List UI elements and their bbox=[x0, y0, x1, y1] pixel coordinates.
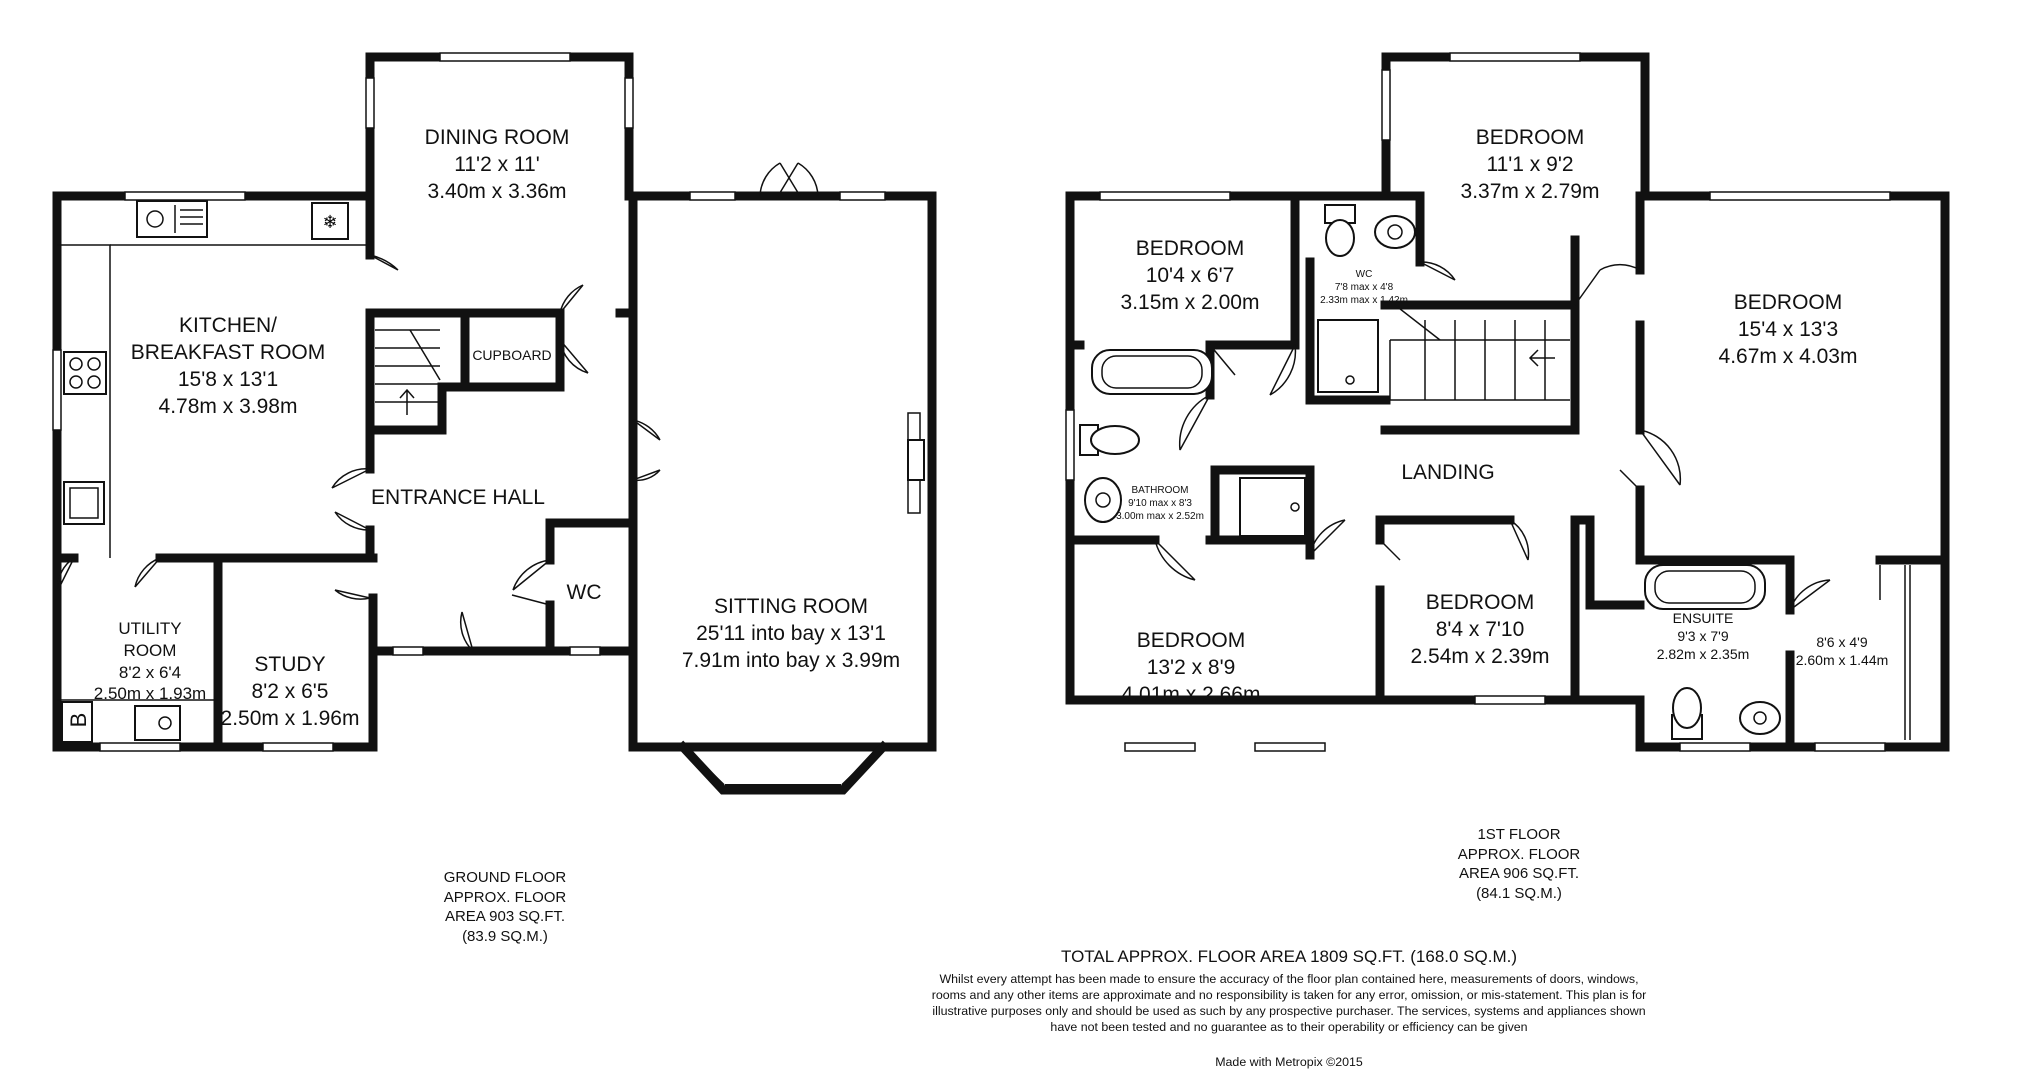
room-metric: 4.67m x 4.03m bbox=[1718, 344, 1858, 368]
room-label-kitchen bbox=[131, 313, 326, 421]
room-name: BEDROOM bbox=[1136, 629, 1246, 652]
room-label-bedroom-top bbox=[1461, 125, 1600, 206]
room-name: ENSUITE bbox=[1672, 610, 1734, 626]
room-metric: 2.50m x 1.93m bbox=[93, 684, 207, 704]
floor-area-line: AREA 906 SQ.FT. bbox=[1458, 865, 1580, 882]
floor-area-line: GROUND FLOOR bbox=[443, 869, 567, 886]
floor-area-line: APPROX. FLOOR bbox=[443, 888, 567, 906]
room-label-bedroom-lower-middle bbox=[1411, 590, 1550, 671]
room-label-dressing-area bbox=[1796, 634, 1889, 670]
room-dims: 8'2 x 6'4 bbox=[118, 662, 182, 682]
room-dims: 13'2 x 8'9 bbox=[1146, 655, 1236, 679]
room-name: ENTRANCE HALL bbox=[371, 486, 545, 509]
room-dims: 15'8 x 13'1 bbox=[177, 367, 279, 391]
room-dims: 15'4 x 13'3 bbox=[1737, 317, 1839, 341]
room-metric: 2.50m x 1.96m bbox=[220, 706, 360, 730]
svg-text:❄: ❄ bbox=[322, 212, 338, 233]
room-name: UTILITY bbox=[118, 619, 182, 638]
room-name: STUDY bbox=[254, 653, 326, 676]
room-name: SITTING ROOM bbox=[713, 595, 868, 618]
floor-area-line: 1ST FLOOR bbox=[1477, 826, 1561, 843]
floor-area-line: (83.9 SQ.M.) bbox=[462, 927, 548, 945]
room-metric: 2.54m x 2.39m bbox=[1410, 644, 1550, 668]
credit-text: Made with Metropix ©2015 bbox=[1215, 1055, 1363, 1069]
floor-area-line: (84.1 SQ.M.) bbox=[1476, 884, 1562, 902]
room-metric: 3.00m max x 2.52m bbox=[1116, 511, 1204, 522]
ground-floor-area-label bbox=[444, 868, 567, 946]
room-metric: 3.37m x 2.79m bbox=[1460, 179, 1600, 203]
room-name: BEDROOM bbox=[1135, 237, 1245, 260]
room-name: BEDROOM bbox=[1425, 591, 1535, 614]
room-name: BEDROOM bbox=[1475, 126, 1585, 149]
room-metric: 3.40m x 3.36m bbox=[427, 179, 567, 203]
room-label-bedroom-master bbox=[1719, 290, 1858, 371]
room-label-first-wc bbox=[1320, 268, 1408, 307]
room-metric: 2.82m x 2.35m bbox=[1656, 645, 1750, 662]
room-dims: 8'4 x 7'10 bbox=[1435, 617, 1525, 641]
room-name: DINING ROOM bbox=[424, 126, 570, 149]
boiler-label: B bbox=[66, 712, 91, 728]
room-dims: 9'3 x 7'9 bbox=[1677, 627, 1729, 644]
room-dims: 9'10 max x 8'3 bbox=[1128, 498, 1192, 509]
room-label-bedroom-left bbox=[1121, 236, 1260, 317]
disclaimer-text: Whilst every attempt has been made to ensure the accuracy of the floor plan contained here, measurements of doors, windows, rooms and any other items are approximate and no responsibility is taken for any error, omission, or mis-statement. This plan is for illustrative purposes only and should be used as such by any prospective purchaser. The services, systems and appliances shown have not been tested and no guarantee as to their operability or efficiency can be given bbox=[931, 972, 1647, 1034]
total-floor-area: TOTAL APPROX. FLOOR AREA 1809 SQ.FT. (168.0 SQ.M.) bbox=[1060, 947, 1518, 966]
room-metric: 4.01m x 2.66m bbox=[1121, 682, 1261, 706]
room-dims: 7'8 max x 4'8 bbox=[1334, 282, 1394, 293]
room-dims: 11'1 x 9'2 bbox=[1486, 152, 1574, 176]
room-label-landing bbox=[1401, 460, 1494, 487]
room-label-study bbox=[221, 652, 360, 733]
room-dims: 8'2 x 6'5 bbox=[251, 679, 329, 703]
room-dims: 25'11 into bay x 13'1 bbox=[696, 621, 886, 645]
room-name: BEDROOM bbox=[1733, 291, 1843, 314]
room-name: WC bbox=[1355, 269, 1373, 280]
room-name-line-2: BREAKFAST ROOM bbox=[130, 340, 326, 364]
room-label-cupboard bbox=[472, 347, 551, 365]
room-name: BATHROOM bbox=[1131, 485, 1189, 496]
room-dims: 11'2 x 11' bbox=[454, 152, 540, 176]
room-label-sitting-room bbox=[682, 594, 900, 675]
room-name: CUPBOARD bbox=[472, 347, 552, 363]
room-label-ensuite bbox=[1657, 610, 1750, 664]
room-label-bathroom bbox=[1116, 484, 1204, 523]
room-metric: 7.91m into bay x 3.99m bbox=[681, 648, 901, 672]
room-label-entrance-hall bbox=[371, 485, 545, 512]
room-name-line-2: ROOM bbox=[123, 640, 177, 660]
room-label-utility-room bbox=[94, 618, 206, 705]
room-name: LANDING bbox=[1401, 461, 1495, 484]
room-label-ground-wc bbox=[567, 580, 602, 607]
room-metric: 2.60m x 1.44m bbox=[1795, 651, 1889, 668]
floor-area-line: APPROX. FLOOR bbox=[1457, 845, 1581, 863]
room-name: KITCHEN/ bbox=[178, 314, 277, 337]
room-label-dining-room bbox=[425, 125, 570, 206]
first-floor-area-label bbox=[1458, 825, 1581, 903]
room-metric: 3.15m x 2.00m bbox=[1120, 290, 1260, 314]
room-label-bedroom-lower-left bbox=[1122, 628, 1261, 709]
room-metric: 2.33m max x 1.42m bbox=[1320, 295, 1408, 306]
room-metric: 4.78m x 3.98m bbox=[158, 394, 298, 418]
bay-window bbox=[683, 747, 883, 790]
floor-area-line: AREA 903 SQ.FT. bbox=[444, 908, 566, 925]
room-dims: 8'6 x 4'9 bbox=[1816, 634, 1868, 650]
room-dims: 10'4 x 6'7 bbox=[1145, 263, 1235, 287]
room-name: WC bbox=[566, 581, 602, 604]
